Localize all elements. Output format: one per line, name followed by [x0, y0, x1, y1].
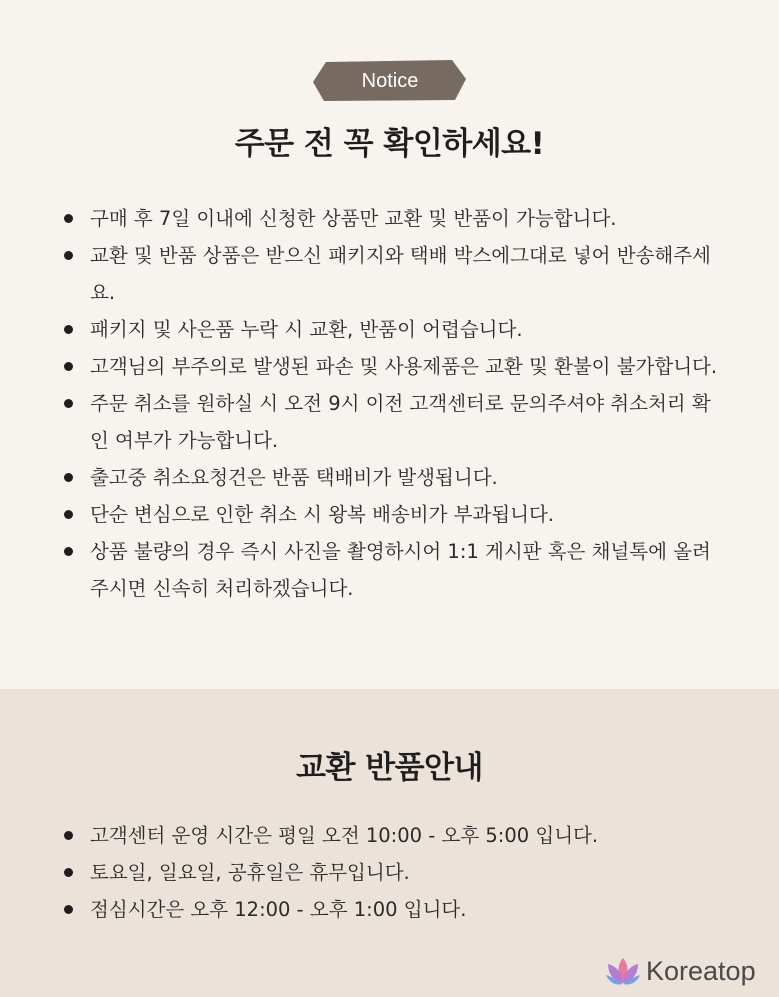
list-item-text: 토요일, 일요일, 공휴일은 휴무입니다. — [90, 861, 410, 884]
bullet-icon — [64, 251, 73, 260]
list-item — [62, 311, 722, 348]
bullet-icon — [64, 473, 73, 482]
notice-list — [62, 200, 722, 607]
list-item-text: 패키지 및 사은품 누락 시 교환, 반품이 어렵습니다. — [90, 318, 523, 341]
list-item-text: 고객센터 운영 시간은 평일 오전 10:00 - 오후 5:00 입니다. — [90, 824, 599, 847]
list-item — [62, 200, 722, 237]
list-item — [62, 496, 722, 533]
exchange-title: 교환 반품안내 — [296, 750, 483, 786]
list-item-text: 출고중 취소요청건은 반품 택배비가 발생됩니다. — [90, 466, 498, 489]
bullet-icon — [64, 831, 73, 840]
exchange-list — [62, 817, 722, 928]
notice-title: 주문 전 꼭 확인하세요! — [234, 126, 545, 162]
bullet-icon — [64, 510, 73, 519]
list-item-text: 단순 변심으로 인한 취소 시 왕복 배송비가 부과됩니다. — [90, 503, 555, 526]
list-item — [62, 854, 722, 891]
notice-badge-label: Notice — [361, 70, 419, 92]
bullet-icon — [64, 868, 73, 877]
list-item — [62, 348, 722, 385]
lotus-icon — [604, 955, 642, 987]
list-item-text: 점심시간은 오후 12:00 - 오후 1:00 입니다. — [90, 898, 467, 921]
notice-badge — [312, 60, 468, 102]
list-item-text: 상품 불량의 경우 즉시 사진을 촬영하시어 1:1 게시판 혹은 채널톡에 올려주시면 신속히 처리하겠습니다. — [90, 540, 711, 600]
bullet-icon — [64, 399, 73, 408]
bullet-icon — [64, 362, 73, 371]
list-item-text: 주문 취소를 원하실 시 오전 9시 이전 고객센터로 문의주셔야 취소처리 확인 여부가 가능합니다. — [90, 392, 711, 452]
list-item — [62, 459, 722, 496]
bullet-icon — [64, 547, 73, 556]
list-item-text: 교환 및 반품 상품은 받으신 패키지와 택배 박스에그대로 넣어 반송해주세요. — [90, 244, 711, 304]
bullet-icon — [64, 325, 73, 334]
list-item-text: 고객님의 부주의로 발생된 파손 및 사용제품은 교환 및 환불이 불가합니다. — [90, 355, 718, 378]
list-item — [62, 533, 722, 607]
bullet-icon — [64, 905, 73, 914]
list-item — [62, 817, 722, 854]
bullet-icon — [64, 214, 73, 223]
list-item-text: 구매 후 7일 이내에 신청한 상품만 교환 및 반품이 가능합니다. — [90, 207, 617, 230]
brand-name: Koreatop — [646, 956, 756, 986]
list-item — [62, 891, 722, 928]
list-item — [62, 237, 722, 311]
list-item — [62, 385, 722, 459]
